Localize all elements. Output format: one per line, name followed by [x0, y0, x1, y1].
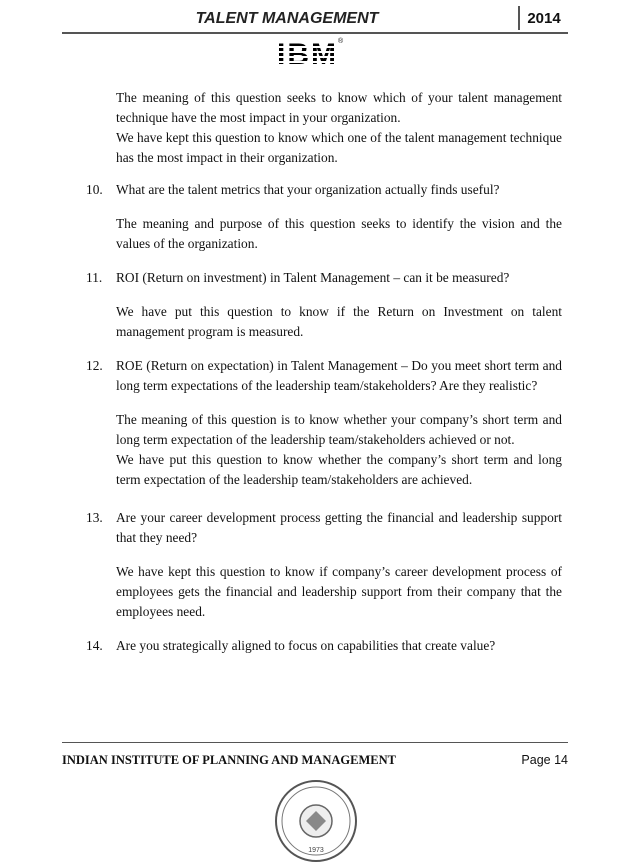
question-number: 10.: [86, 182, 103, 197]
ibm-logo: [277, 38, 343, 72]
header-year: 2014: [518, 6, 568, 30]
question-11: [80, 268, 562, 288]
ibm-logo-reg: ®: [338, 38, 344, 45]
page-header: [62, 6, 568, 34]
question-text: Are you strategically aligned to focus on capabilities that create value?: [116, 638, 496, 653]
question-14: [80, 636, 562, 656]
page-footer: [62, 742, 568, 767]
question-number: 14.: [86, 638, 103, 653]
paragraph: The meaning of this question seeks to know which of your talent management technique have the most impact in your organization.: [116, 90, 562, 125]
question-number: 11.: [86, 270, 103, 285]
question-text: ROI (Return on investment) in Talent Management – can it be measured?: [116, 270, 510, 285]
question-text: What are the talent metrics that your organization actually finds useful?: [116, 182, 500, 197]
page-body: [80, 88, 562, 656]
paragraph: We have kept this question to know which one of the talent management technique has the most impact in their organization.: [116, 130, 562, 165]
header-title: TALENT MANAGEMENT: [195, 10, 379, 27]
paragraph: The meaning of this question is to know whether your company’s short term and long term expectation of the leadership team/stakeholders achieved or not.: [116, 412, 562, 447]
question-12: [80, 356, 562, 396]
question-10: [80, 180, 562, 200]
question-number: 12.: [86, 358, 103, 373]
question-13: [80, 508, 562, 548]
question-text: ROE (Return on expectation) in Talent Management – Do you meet short term and long term expectations of the leadership team/stakeholders? Are they realistic?: [116, 358, 562, 393]
question-number: 13.: [86, 510, 103, 525]
ibm-logo-text: IBM: [277, 38, 338, 71]
paragraph: We have kept this question to know if company’s career development process of employees gets the financial and leadership support from their company that the employees need.: [116, 564, 562, 619]
paragraph: We have put this question to know if the Return on Investment on talent management program is measured.: [116, 304, 562, 339]
footer-institute: INDIAN INSTITUTE OF PLANNING AND MANAGEMENT: [62, 753, 396, 767]
seal-year: 1973: [308, 847, 324, 854]
institute-seal-icon: [271, 776, 361, 866]
paragraph: The meaning and purpose of this question seeks to identify the vision and the values of the organization.: [116, 216, 562, 251]
paragraph: We have put this question to know whether the company’s short term and long term expectation of the leadership team/stakeholders are achieved.: [116, 452, 562, 487]
question-text: Are your career development process getting the financial and leadership support that they need?: [116, 510, 562, 545]
page-number: Page 14: [521, 753, 568, 767]
